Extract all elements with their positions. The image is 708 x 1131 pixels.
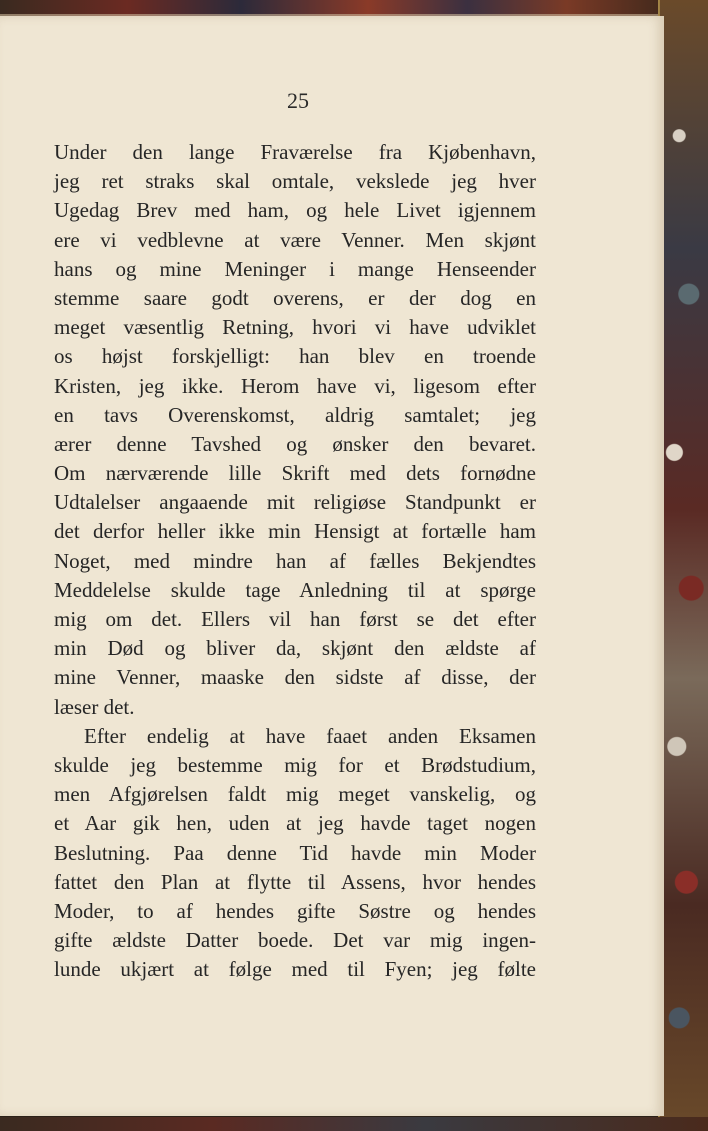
text-line: Noget, med mindre han af fælles Bekjendtes xyxy=(54,548,536,573)
text-line: Under den lange Fraværelse fra Kjøbenhavn, xyxy=(54,140,536,164)
text-line: skulde jeg bestemme mig for et Brødstudium, xyxy=(54,752,536,777)
text-line: Moder, to af hendes gifte Søstre og hendes xyxy=(54,898,536,923)
text-line: fattet den Plan at flytte til Assens, hvor hendes xyxy=(54,869,536,894)
text-line: stemme saare godt overens, er der dog en xyxy=(54,285,536,310)
text-line: gifte ældste Datter boede. Det var mig ingen- xyxy=(54,928,536,953)
text-line: mine Venner, maaske den sidste af disse, der xyxy=(54,665,536,690)
text-line: en tavs Overenskomst, aldrig samtalet; jeg xyxy=(54,402,536,427)
text-line: lunde ukjært at følge med til Fyen; jeg følte xyxy=(54,957,536,982)
text-line: jeg ret straks skal omtale, vekslede jeg hver xyxy=(54,169,536,194)
bottom-page-edge xyxy=(0,1117,708,1131)
text-line: det derfor heller ikke min Hensigt at fortælle ham xyxy=(54,519,536,544)
text-line: ærer denne Tavshed og ønsker den bevaret. xyxy=(54,431,536,456)
text-line: Ugedag Brev med ham, og hele Livet igjennem xyxy=(54,198,536,223)
text-line: hans og mine Meninger i mange Henseender xyxy=(54,256,536,281)
text-line: min Død og bliver da, skjønt den ældste af xyxy=(54,636,536,661)
body-text xyxy=(54,138,536,984)
text-line: ere vi vedblevne at være Venner. Men skjønt xyxy=(54,227,536,252)
marbled-cover-edge xyxy=(660,0,708,1131)
book-page xyxy=(0,16,664,1116)
text-line: mig om det. Ellers vil han først se det efter xyxy=(54,607,536,631)
text-line: Kristen, jeg ikke. Herom have vi, ligesom efter xyxy=(54,373,536,398)
text-line: Om nærværende lille Skrift med dets fornødne xyxy=(54,461,536,486)
text-line: os højst forskjelligt: han blev en troende xyxy=(54,344,536,369)
text-line: Efter endelig at have faaet anden Eksamen xyxy=(84,723,536,748)
text-line: Meddelelse skulde tage Anledning til at spørge xyxy=(54,577,536,602)
text-line: men Afgjørelsen faldt mig meget vanskelig, og xyxy=(54,782,536,807)
text-line: Udtalelser angaaende mit religiøse Standpunkt er xyxy=(54,490,536,515)
text-line: læser det. xyxy=(54,694,135,719)
page-number: 25 xyxy=(287,88,309,113)
text-line: meget væsentlig Retning, hvori vi have udviklet xyxy=(54,315,536,340)
text-line: et Aar gik hen, uden at jeg havde taget nogen xyxy=(54,811,536,836)
text-line: Beslutning. Paa denne Tid havde min Moder xyxy=(54,840,536,865)
